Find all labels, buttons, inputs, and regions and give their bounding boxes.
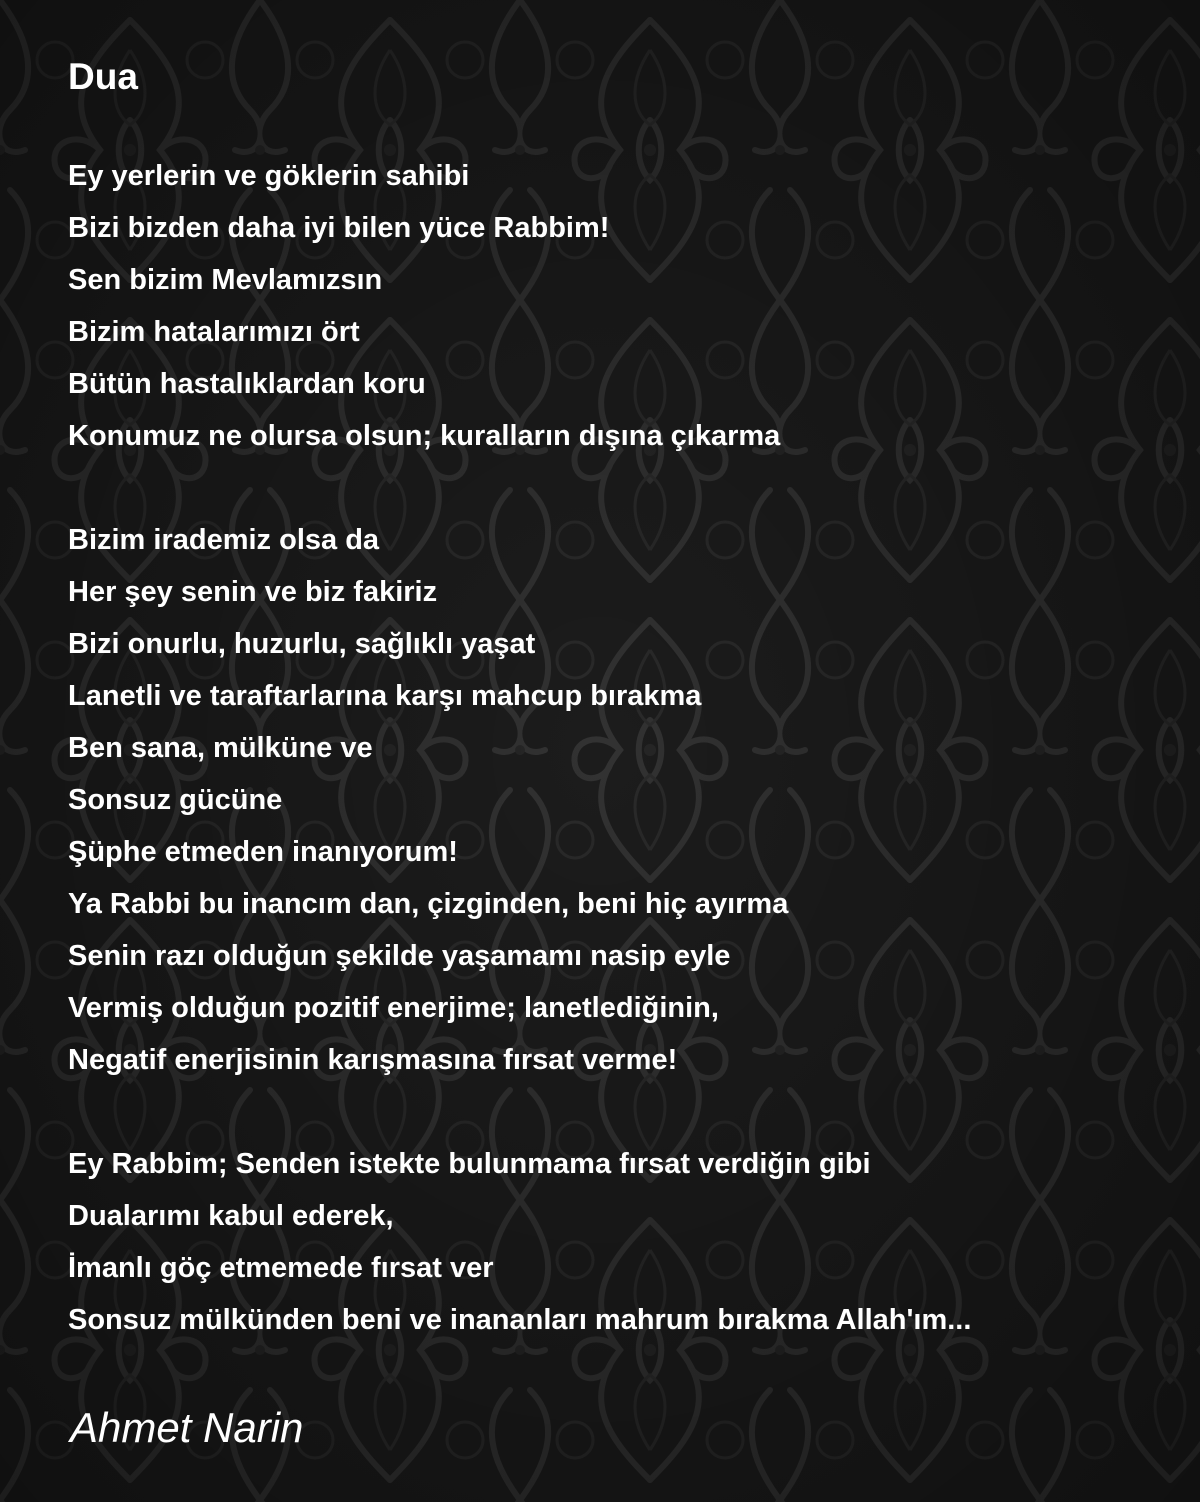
poem-line: Sonsuz mülkünden beni ve inananları mahrum bırakma Allah'ım... <box>68 1304 972 1336</box>
poem-line: Ya Rabbi bu inancım dan, çizginden, beni hiç ayırma <box>68 888 789 920</box>
poem-line: Ben sana, mülküne ve <box>68 732 373 764</box>
poem-line: Lanetli ve taraftarlarına karşı mahcup bırakma <box>68 680 702 712</box>
poem-container <box>68 0 1168 1502</box>
poem-line: Senin razı olduğun şekilde yaşamamı nasip eyle <box>68 940 731 972</box>
poem-line: Bizi onurlu, huzurlu, sağlıklı yaşat <box>68 628 536 660</box>
poem-line: Ey Rabbim; Senden istekte bulunmama fırsat verdiğin gibi <box>68 1148 871 1180</box>
stanza-1 <box>68 150 780 462</box>
poem-line: Bizim hatalarımızı ört <box>68 316 360 348</box>
poem-line: Negatif enerjisinin karışmasına fırsat verme! <box>68 1044 678 1076</box>
stanza-2 <box>68 514 788 1086</box>
poem-line: Vermiş olduğun pozitif enerjime; lanetlediğinin, <box>68 992 719 1024</box>
poem-line: Konumuz ne olursa olsun; kuralların dışına çıkarma <box>68 420 781 452</box>
poem-line: Bizi bizden daha iyi bilen yüce Rabbim! <box>68 212 610 244</box>
poem-line: Dualarımı kabul ederek, <box>68 1200 394 1232</box>
poem-line: Her şey senin ve biz fakiriz <box>68 576 438 608</box>
poem-title: Dua <box>68 56 138 97</box>
poem-line: Sonsuz gücüne <box>68 784 283 816</box>
poem-line: Şüphe etmeden inanıyorum! <box>68 836 458 868</box>
poem-line: Bizim irademiz olsa da <box>68 524 380 556</box>
poem-line: Ey yerlerin ve göklerin sahibi <box>68 160 470 192</box>
poem-line: Bütün hastalıklardan koru <box>68 368 426 400</box>
poem-line: Sen bizim Mevlamızsın <box>68 264 383 296</box>
poem-author: Ahmet Narin <box>70 1404 304 1451</box>
poem-line: İmanlı göç etmemede fırsat ver <box>68 1252 494 1284</box>
stanza-3 <box>68 1138 971 1346</box>
